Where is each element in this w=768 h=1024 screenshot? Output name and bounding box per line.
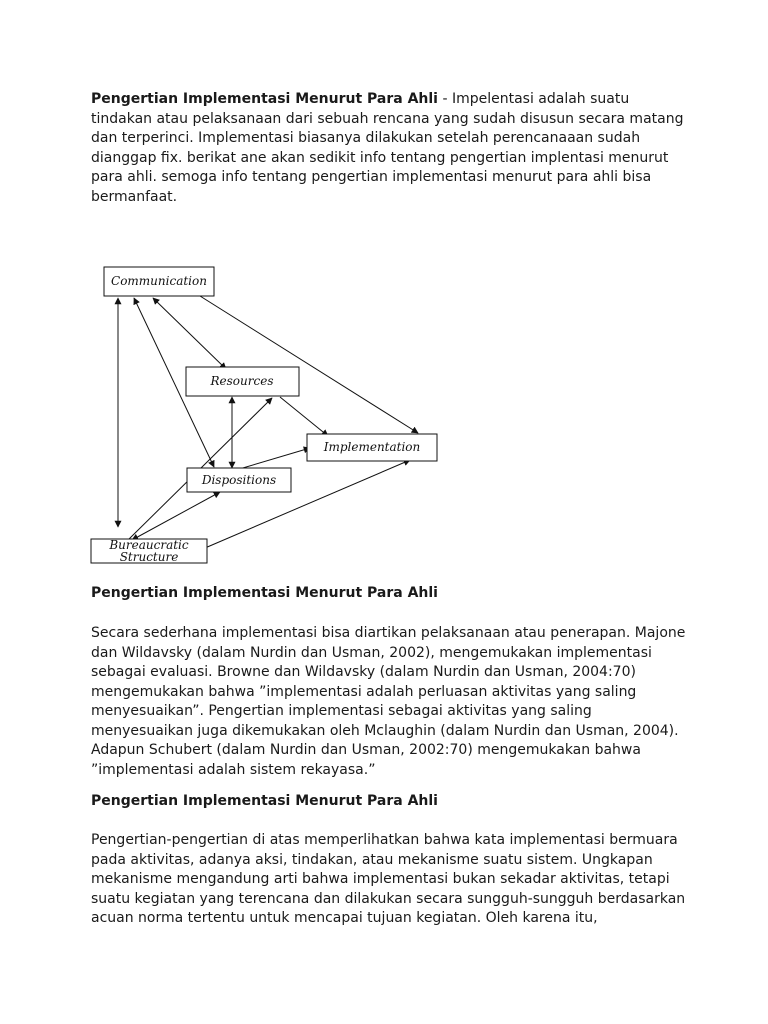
- edge-communication-resources: [153, 298, 226, 369]
- paragraph-line: dan Wildavsky (dalam Nurdin dan Usman, 2002), mengemukakan implementasi: [91, 644, 652, 661]
- label-implementation: Implementation: [323, 440, 421, 454]
- paragraph-line: sebagai evaluasi. Browne dan Wildavsky (dalam Nurdin dan Usman, 2004:70): [91, 664, 636, 680]
- intro-line-1: [91, 90, 731, 110]
- paragraph-line: menyesuaikan juga dikemukakan oleh Mclaughin (dalam Nurdin dan Usman, 2004).: [91, 722, 679, 739]
- paragraph-line: ”implementasi adalah sistem rekayasa.”: [91, 761, 376, 778]
- intro-line: dianggap fix. berikat ane akan sedikit info tentang pengertian implentasi menurut: [91, 149, 669, 166]
- paragraph-line: acuan norma tertentu untuk mencapai tujuan kegiatan. Oleh karena itu,: [91, 910, 598, 926]
- paragraph-line: Adapun Schubert (dalam Nurdin dan Usman, 2002:70) mengemukakan bahwa: [91, 742, 641, 758]
- label-resources: Resources: [210, 374, 274, 388]
- section-heading: Pengertian Implementasi Menurut Para Ahli: [91, 585, 438, 601]
- paragraph-line: pada aktivitas, adanya aksi, tindakan, atau mekanisme suatu sistem. Ungkapan: [91, 851, 653, 868]
- intro-paragraph: [91, 90, 731, 207]
- paragraph-line: mengemukakan bahwa ”implementasi adalah perluasan aktivitas yang saling: [91, 683, 637, 700]
- section3-paragraph: [91, 831, 731, 929]
- paragraph-line: Pengertian-pengertian di atas memperlihatkan bahwa kata implementasi bermuara: [91, 832, 678, 848]
- edge-communication-implementation: [200, 296, 418, 433]
- intro-line: para ahli. semoga info tentang pengertian implementasi menurut para ahli bisa: [91, 169, 652, 185]
- label-bureaucratic: Bureaucratic: [109, 538, 189, 552]
- intro-line: tindakan atau pelaksanaan dari sebuah rencana yang sudah disusun secara matang: [91, 110, 684, 127]
- label-dispositions: Dispositions: [201, 473, 277, 487]
- edge-resources-implementation: [280, 397, 328, 436]
- section2-paragraph: [91, 624, 731, 780]
- label-communication: Communication: [111, 274, 207, 288]
- implementation-model-diagram: [88, 262, 448, 568]
- paragraph-line: mekanisme mengandung arti bahwa implementasi bukan sekadar aktivitas, tetapi: [91, 871, 670, 887]
- section-heading: Pengertian Implementasi Menurut Para Ahli: [91, 793, 438, 809]
- label-structure: Structure: [119, 550, 179, 564]
- edge-bureaucratic-dispositions: [132, 492, 220, 540]
- paragraph-line: Secara sederhana implementasi bisa diartikan pelaksanaan atau penerapan. Majone: [91, 625, 686, 641]
- edge-dispositions-implementation: [236, 448, 310, 470]
- paragraph-line: menyesuaikan”. Pengertian implementasi sebagai aktivitas yang saling: [91, 703, 592, 719]
- intro-text: - Impelentasi adalah suatu: [438, 91, 630, 107]
- intro-line: bermanfaat.: [91, 188, 178, 205]
- intro-line: dan terperinci. Implementasi biasanya dilakukan setelah perencanaaan sudah: [91, 130, 641, 146]
- intro-title: Pengertian Implementasi Menurut Para Ahli: [91, 91, 438, 107]
- paragraph-line: suatu kegiatan yang terencana dan dilakukan secara sungguh-sungguh berdasarkan: [91, 890, 686, 907]
